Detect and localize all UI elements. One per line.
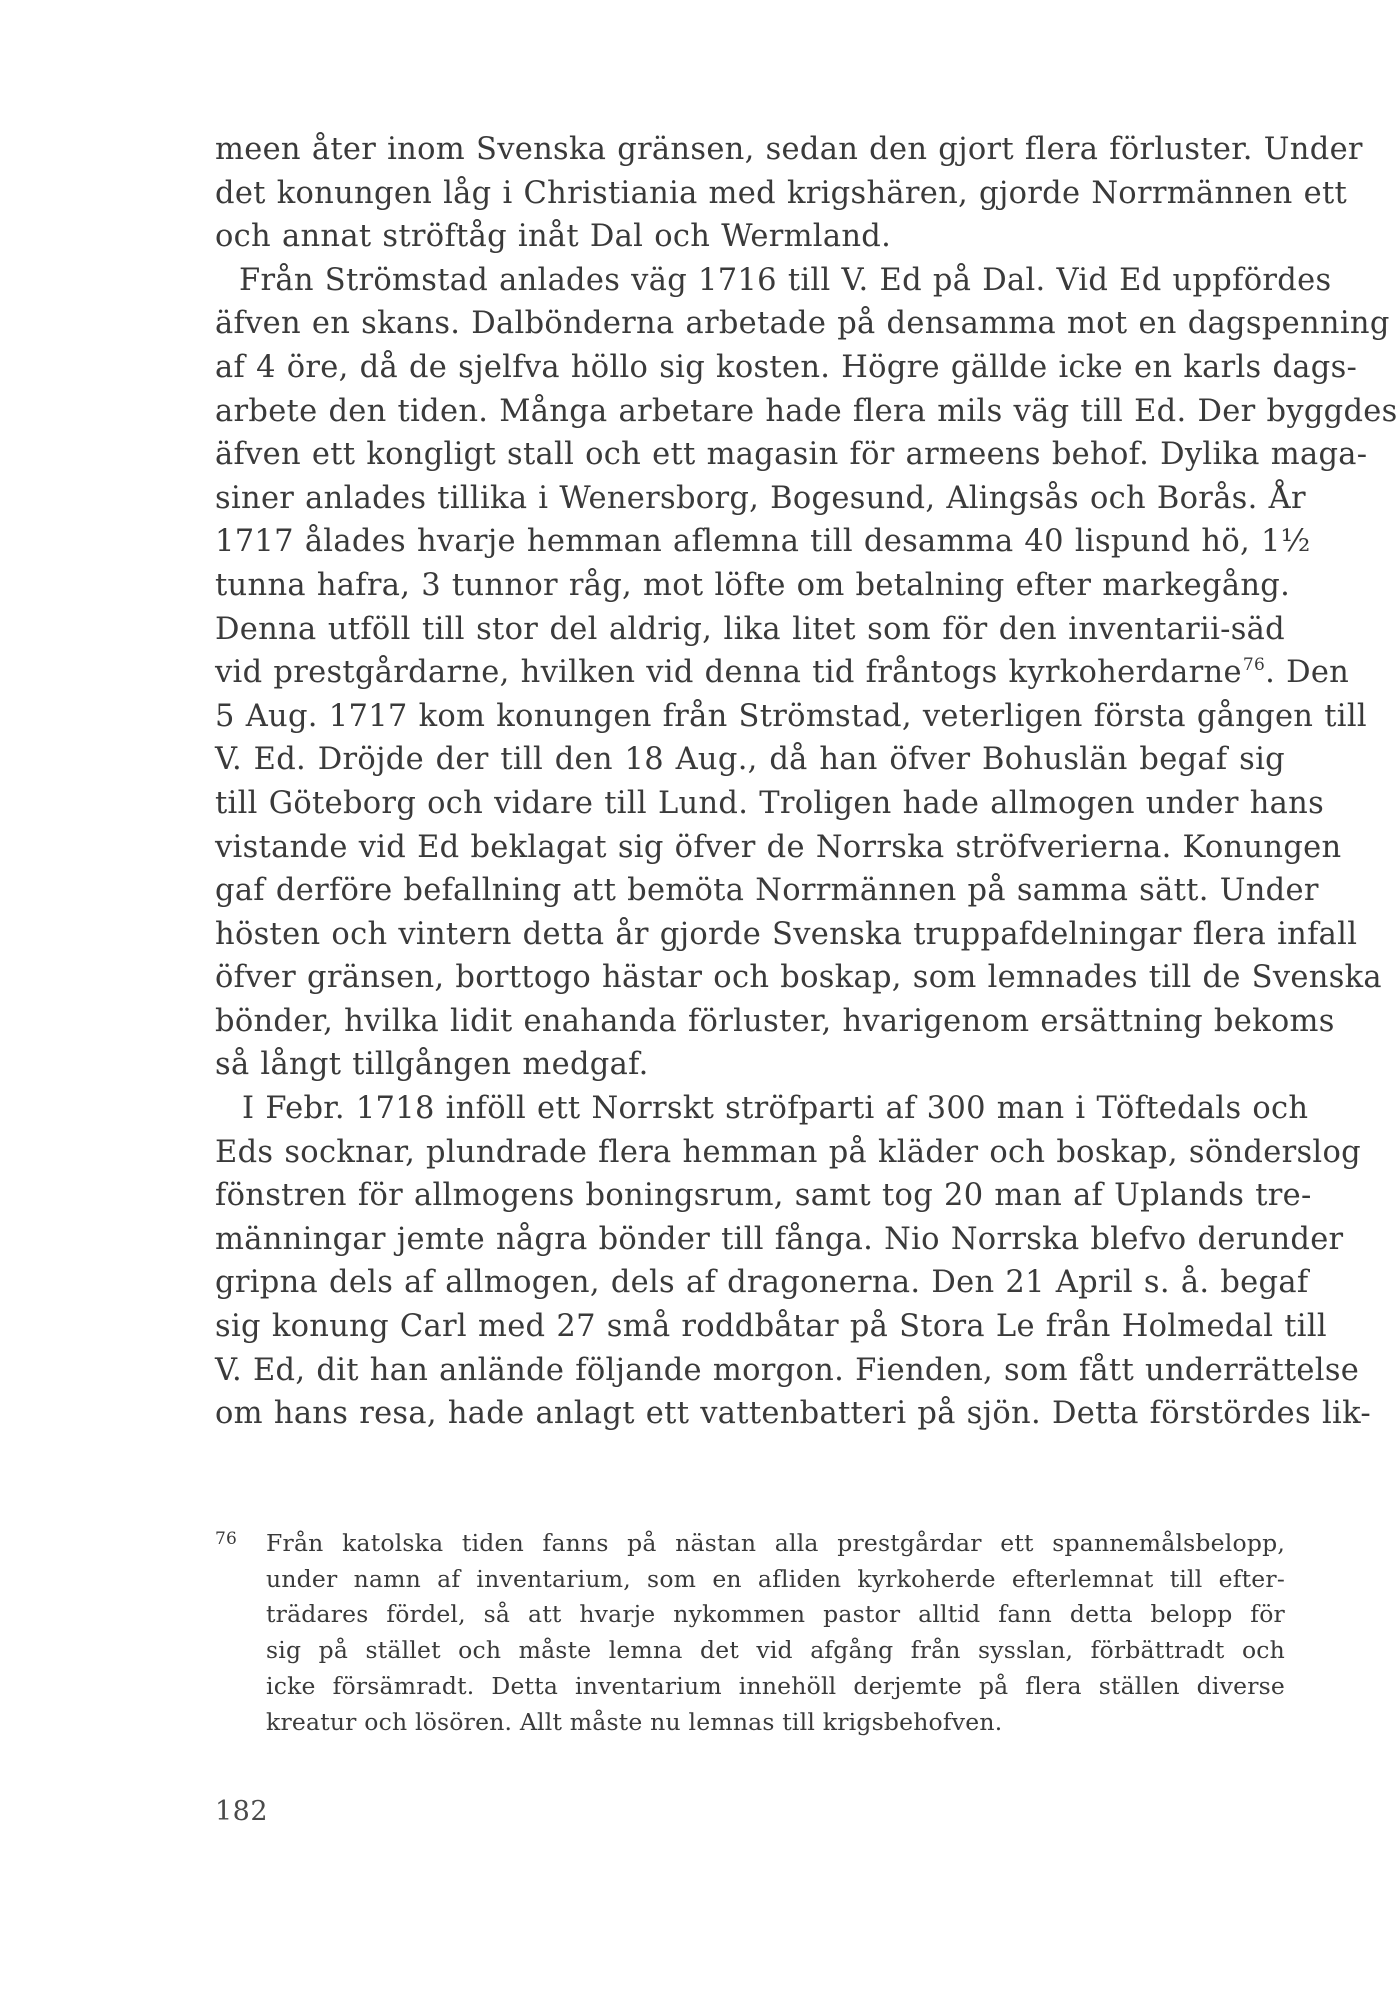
text-line: meen åter inom Svenska gränsen, sedan den gjort flera förluster. Under [215, 132, 1363, 167]
text-line: männingar jemte några bönder till fånga. Nio Norrska blefvo derunder [215, 1221, 1344, 1257]
text-line: vistande vid Ed beklagat sig öfver de Norrska ströfverierna. Konungen [215, 829, 1342, 865]
body-text [215, 128, 1398, 1436]
text-segment: . Den [1265, 655, 1350, 691]
footnote-line: Från katolska tiden fanns på nästan alla prestgårdar ett spannemålsbelopp, [266, 1529, 1285, 1557]
text-line: Denna utföll till stor del aldrig, lika litet som för den inventarii-säd [215, 611, 1285, 647]
text-line: V. Ed, dit han anlände följande morgon. Fienden, som fått underrättelse [215, 1352, 1360, 1388]
page-number: 182 [215, 1796, 269, 1827]
footnote-line: kreatur och lösören. Allt måste nu lemnas till krigsbehofven. [266, 1707, 1003, 1736]
text-line: sig konung Carl med 27 små roddbåtar på Stora Le från Holmedal till [215, 1309, 1327, 1345]
text-line: till Göteborg och vidare till Lund. Troligen hade allmogen under hans [215, 785, 1325, 821]
text-line-with-footnote-ref [215, 651, 1350, 695]
footnote-mark: 76 [215, 1529, 238, 1549]
text-line: V. Ed. Dröjde der till den 18 Aug., då han öfver Bohuslän begaf sig [215, 742, 1285, 778]
text-line: fönstren för allmogens boningsrum, samt tog 20 man af Uplands tre- [215, 1178, 1312, 1214]
text-line: bönder, hvilka lidit enahanda förluster, hvarigenom ersättning bekoms [215, 1003, 1335, 1039]
text-line: hösten och vintern detta år gjorde Svenska truppafdelningar flera infall [215, 916, 1358, 952]
text-line: 5 Aug. 1717 kom konungen från Strömstad, veterligen första gången till [215, 698, 1367, 734]
text-line: om hans resa, hade anlagt ett vattenbatteri på sjön. Detta förstördes lik- [215, 1396, 1371, 1432]
footnote-line: trädares fördel, så att hvarje nykommen pastor alltid fann detta belopp för [266, 1600, 1285, 1629]
text-line: Från Strömstad anlades väg 1716 till V. Ed på Dal. Vid Ed uppfördes [239, 262, 1332, 298]
text-line: äfven ett kongligt stall och ett magasin för armeens behof. Dylika maga- [215, 437, 1368, 473]
text-line: Eds socknar, plundrade flera hemman på kläder och boskap, sönderslog [215, 1134, 1361, 1170]
text-line: så långt tillgången medgaf. [215, 1047, 649, 1083]
footnote-line: sig på stället och måste lemna det vid afgång från sysslan, förbättradt och [266, 1636, 1285, 1665]
text-line: gripna dels af allmogen, dels af dragonerna. Den 21 April s. å. begaf [215, 1265, 1309, 1301]
footnote-line: icke försämradt. Detta inventarium innehöll derjemte på flera ställen diverse [266, 1671, 1285, 1700]
footnote-reference[interactable]: 76 [1242, 655, 1266, 676]
text-line: af 4 öre, då de sjelfva höllo sig kosten. Högre gällde icke en karls dags- [215, 349, 1358, 385]
text-line: gaf derföre befallning att bemöta Norrmännen på samma sätt. Under [215, 873, 1319, 909]
text-line: det konungen låg i Christiania med krigshären, gjorde Norrmännen ett [215, 175, 1348, 211]
text-segment: vid prestgårdarne, hvilken vid denna tid fråntogs kyrkoherdarne [215, 655, 1242, 691]
text-line: öfver gränsen, borttogo hästar och boskap, som lemnades till de Svenska [215, 960, 1382, 996]
text-line: äfven en skans. Dalbönderna arbetade på densamma mot en dagspenning [215, 306, 1390, 342]
text-line: 1717 ålades hvarje hemman aflemna till desamma 40 lispund hö, 1½ [215, 524, 1311, 560]
text-line: och annat ströftåg inåt Dal och Wermland. [215, 219, 892, 255]
text-line: siner anlades tillika i Wenersborg, Bogesund, Alingsås och Borås. År [215, 480, 1306, 516]
footnote-body [266, 1526, 1285, 1740]
footnote-line: under namn af inventarium, som en afliden kyrkoherde efterlemnat till efter- [266, 1564, 1285, 1593]
text-line: tunna hafra, 3 tunnor råg, mot löfte om betalning efter markegång. [215, 567, 1291, 603]
text-line: arbete den tiden. Många arbetare hade flera mils väg till Ed. Der byggdes [215, 393, 1398, 429]
text-line: I Febr. 1718 inföll ett Norrskt ströfparti af 300 man i Töftedals och [242, 1091, 1309, 1127]
footnote [215, 1526, 1285, 1740]
